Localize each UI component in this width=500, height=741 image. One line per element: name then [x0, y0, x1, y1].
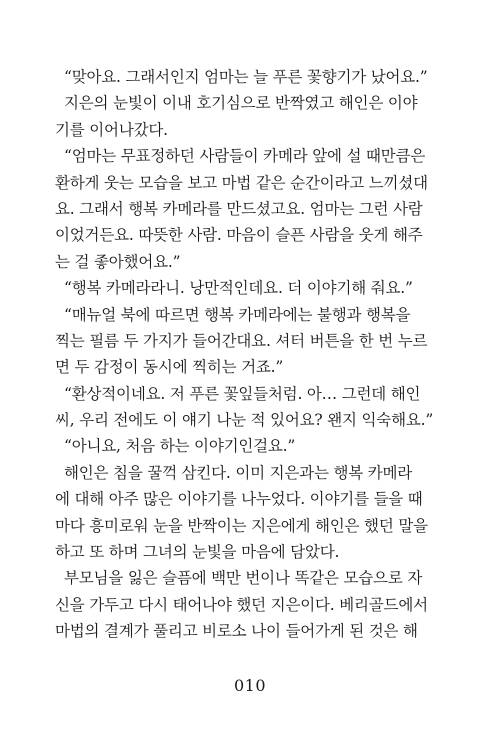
text-line: “맞아요. 그래서인지 엄마는 늘 푸른 꽃향기가 났어요.”	[64, 68, 428, 86]
text-line: “매뉴얼 북에 따르면 행복 카메라에는 불행과 행복을	[64, 305, 411, 324]
text-line: “아니요, 처음 하는 이야기인걸요.”	[64, 437, 296, 456]
text-line: 부모님을 잃은 슬픔에 백만 번이나 똑같은 모습으로 자	[64, 569, 423, 588]
page-number: 010	[233, 676, 267, 695]
text-line: 환하게 웃는 모습을 보고 마법 같은 순간이라고 느끼셨대	[55, 173, 428, 192]
text-line: 하고 또 하며 그녀의 눈빛을 마음에 담았다.	[55, 543, 340, 562]
text-line: “엄마는 무표정하던 사람들이 카메라 앞에 설 때만큼은	[64, 147, 426, 166]
text-line: 지은의 눈빛이 이내 호기심으로 반짝였고 해인은 이야	[64, 94, 418, 113]
text-line: “행복 카메라라니. 낭만적인데요. 더 이야기해 줘요.”	[64, 279, 413, 298]
text-line: 기를 이어나갔다.	[55, 120, 168, 139]
text-line: 찍는 필름 두 가지가 들어간대요. 셔터 버튼을 한 번 누르	[55, 331, 428, 350]
text-line: 해인은 침을 꿀꺽 삼킨다. 이미 지은과는 행복 카메라	[64, 463, 413, 482]
text-line: “환상적이네요. 저 푸른 꽃잎들처럼. 아… 그런데 해인	[64, 384, 421, 403]
body-text	[55, 64, 451, 645]
text-line: 요. 그래서 행복 카메라를 만드셨고요. 엄마는 그런 사람	[55, 199, 423, 218]
text-line: 신을 가두고 다시 태어나야 했던 지은이다. 베리골드에서	[55, 595, 428, 614]
text-line: 씨, 우리 전에도 이 얘기 나눈 적 있어요? 왠지 익숙해요.”	[55, 411, 434, 430]
text-line: 이었거든요. 따뜻한 사람. 마음이 슬픈 사람을 웃게 해주	[55, 226, 423, 245]
text-line: 마법의 결계가 풀리고 비로소 나이 들어가게 된 것은 해	[55, 622, 418, 641]
text-line: 는 걸 좋아했어요.”	[55, 252, 181, 271]
text-line: 마다 흥미로워 눈을 반짝이는 지은에게 해인은 했던 말을	[55, 516, 428, 535]
text-line: 에 대해 아주 많은 이야기를 나누었다. 이야기를 들을 때	[55, 490, 423, 509]
text-line: 면 두 감정이 동시에 찍히는 거죠.”	[55, 358, 284, 377]
